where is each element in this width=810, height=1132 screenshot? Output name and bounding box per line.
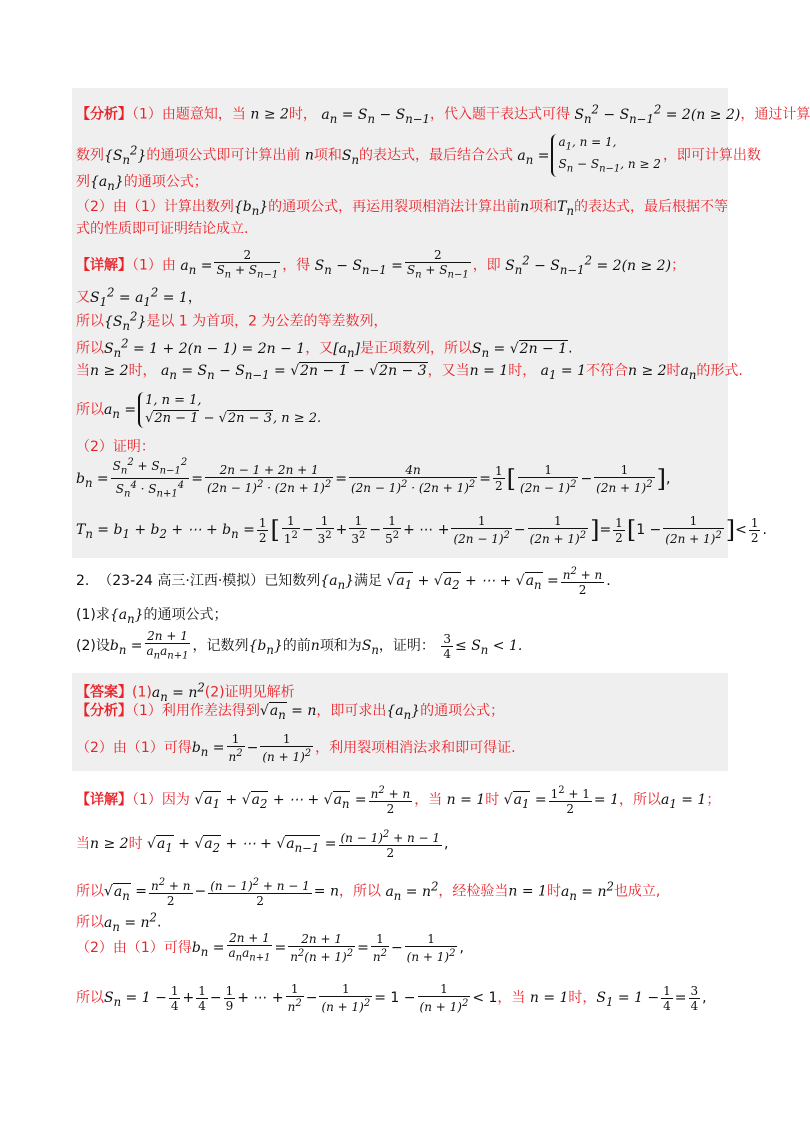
math-sn2-diff: $S_n^2 - S_{n-1}^2 = 2(n \ge 2)$ — [574, 102, 741, 126]
analysis-tag: 【分析】 — [76, 106, 132, 123]
detail2-line-5: （2）由（1）可得$b_n$ = $\frac{2n + 1}{a_na_{n+1}}$ = $\frac{2n + 1}{n^2(n + 1)^2}$ = $\frac{1}{n^2}$ − $\frac{1}{(n + 1)^2}$ , — [76, 930, 464, 964]
analysis-line-5: 式的性质即可证明结论成立. — [76, 221, 249, 237]
detail2-line-1: 【详解】（1）因为 $√a_1 + √a_2$ + ⋯ + $√a_n$ = $\frac{n^2 + n}{2}$ ，当 n = 1时 $√a_1$ = $\frac{1^2 + 1}{2}$ = 1，所以$a_1 = 1$； — [76, 785, 721, 816]
problem-2-stem: 2. （23-24 高三·江西·模拟）已知数列$\{a_n\}$满足 $√a_1 + √a_2$ + ⋯ + $√a_n$ = $\frac{n^2 + n}{2}$ . — [76, 566, 611, 597]
formula-tn: $T_n = b_1 + b_2$ + ⋯ + $b_n$ = $\frac{1}{2}$ [ $\frac{1}{1^2}$ − $\frac{1}{3^2}$ + $\frac{1}{3^2}$ − $\frac{1}{5^2}$ + ⋯ + $\frac{1}{(2n - 1)^2}$ − $\frac{1}{(2n + 1)^2}$ ]= $\frac{1}{2}$ [1 − $\frac{1}{(2n + 1)^2}$ ]< $\frac{1}{2}$ . — [76, 514, 767, 546]
analysis2-line-1: 【分析】（1）利用作差法得到$√a_n = n$，即可求出$\{a_n\}$的通项公式； — [76, 703, 505, 722]
analysis2-line-2: （2）由（1）可得$b_n$ = $\frac{1}{n^2}$ − $\frac{1}{(n + 1)^2}$ ，利用裂项相消法求和即可得证. — [76, 732, 516, 764]
math-n-ge-2: n ≥ 2 — [250, 106, 289, 123]
problem-2-q2: (2)设$b_n$ = $\frac{2n + 1}{a_na_{n+1}}$ ，记数列$\{b_n\}$的前n项和为$S_n$，证明： $\frac{3}{4}$ ≤ $S_n < 1$. — [76, 628, 523, 662]
detail-line-6: 所以$a_n =1$, n = 1, √2n − 1 − √2n − 3, n ≥ 2. — [76, 393, 322, 426]
math-an-sn: $a_n = S_n - S_{n-1}$ — [321, 106, 430, 126]
detail2-line-6: 所以$S_n = 1$ − $\frac{1}{4}$ + $\frac{1}{4}$ − $\frac{1}{9}$ + ⋯ + $\frac{1}{n^2}$ − $\frac{1}{(n + 1)^2}$ = 1 − $\frac{1}{(n + 1)^2}$ < 1，当 n = 1时，$S_1 = 1$ − $\frac{1}{4}$ = $\frac{3}{4}$ , — [76, 982, 707, 1014]
answer-line: 【答案】$(1)a_n = n^2(2)$证明见解析 — [76, 680, 295, 704]
detail-line-2: 又$S_1^2 = a_1^2 = 1$， — [76, 285, 202, 309]
answer-tag: 【答案】 — [76, 684, 132, 701]
problem-2-q1: (1)求$\{a_n\}$的通项公式； — [76, 607, 228, 626]
formula-bn: $b_n$ = $\frac{S_n^2 + S_{n-1}^2}{S_n^4 \cdot S_{n+1}^4}$ = $\frac{2n - 1 + 2n + 1}{(2n - 1)^2 \cdot (2n + 1)^2}$ = $\frac{4n}{(2n - 1)^2 \cdot (2n + 1)^2}$ = $\frac{1}{2}$ [ $\frac{1}{(2n - 1)^2}$ − $\frac{1}{(2n + 1)^2}$ ], — [76, 457, 671, 500]
detail-line-4: 所以$S_n^2 = 1 + 2(n - 1) = 2n - 1$，又$[a_n]$是正项数列，所以$S_n = √2n - 1$. — [76, 336, 573, 360]
detail2-line-2: 当n ≥ 2时 $√a_1 + √a_2$ + ⋯ + $√a_{n-1}$ = $\frac{(n - 1)^2 + n - 1}{2}$ , — [76, 829, 449, 860]
detail2-line-4: 所以$a_n = n^2$. — [76, 910, 162, 934]
math-seq-sn2: $\{S_n^2\}$ — [104, 143, 147, 167]
analysis-line-3: 列$\{a_n\}$的通项公式； — [76, 174, 208, 193]
detail-line-7: （2）证明： — [76, 439, 155, 455]
math-an-result: 1, n = 1, √2n − 1 − √2n − 3, n ≥ 2. — [138, 392, 321, 428]
math-an-piecewise: $a_1$, n = 1, $S_n - S_{n-1}$, n ≥ 2 — [551, 134, 660, 177]
analysis-line-2: 数列$\{S_n^2\}$的通项公式即可计算出前 n项和$S_n$的表达式，最后结合公式 $a_n =a_1$, n = 1, $S_n - S_{n-1}$, n ≥ 2 ，即可计算出数 — [76, 132, 761, 177]
detail-tag: 【详解】 — [76, 257, 132, 274]
detail-line-1: 【详解】（1）由 $a_n$ = $\frac{2}{S_n + S_{n-1}}$ ，得 $S_n - S_{n-1}$ = $\frac{2}{S_n + S_{n-1}}$ ，即 $S_n^2 - S_{n-1}^2 = 2(n \ge 2)$； — [76, 248, 686, 281]
detail-line-5: 当n ≥ 2时， $a_n = S_n - S_{n-1} = √2n - 1 - √2n - 3$，又当n = 1时， $a_1 = 1$不符合n ≥ 2时$a_n$的形式. — [76, 363, 743, 382]
analysis-line-1: 【分析】（1）由题意知，当 n ≥ 2时， $a_n = S_n - S_{n-1}$，代入题干表达式可得 $S_n^2 - S_{n-1}^2 = 2(n \ge 2)$，通过计算 — [76, 102, 810, 126]
analysis-line-4: （2）由（1）计算出数列$\{b_n\}$的通项公式，再运用裂项相消法计算出前n项和$T_n$的表达式，最后根据不等 — [76, 199, 729, 218]
detail2-line-3: 所以$√a_n$ = $\frac{n^2 + n}{2}$ − $\frac{(n - 1)^2 + n - 1}{2}$ = n，所以 $a_n = n^2$，经检验当n = 1时$a_n = n^2$也成立, — [76, 876, 661, 908]
detail-line-3: 所以$\{S_n^2\}$是以 1 为首项，2 为公差的等差数列， — [76, 309, 388, 333]
